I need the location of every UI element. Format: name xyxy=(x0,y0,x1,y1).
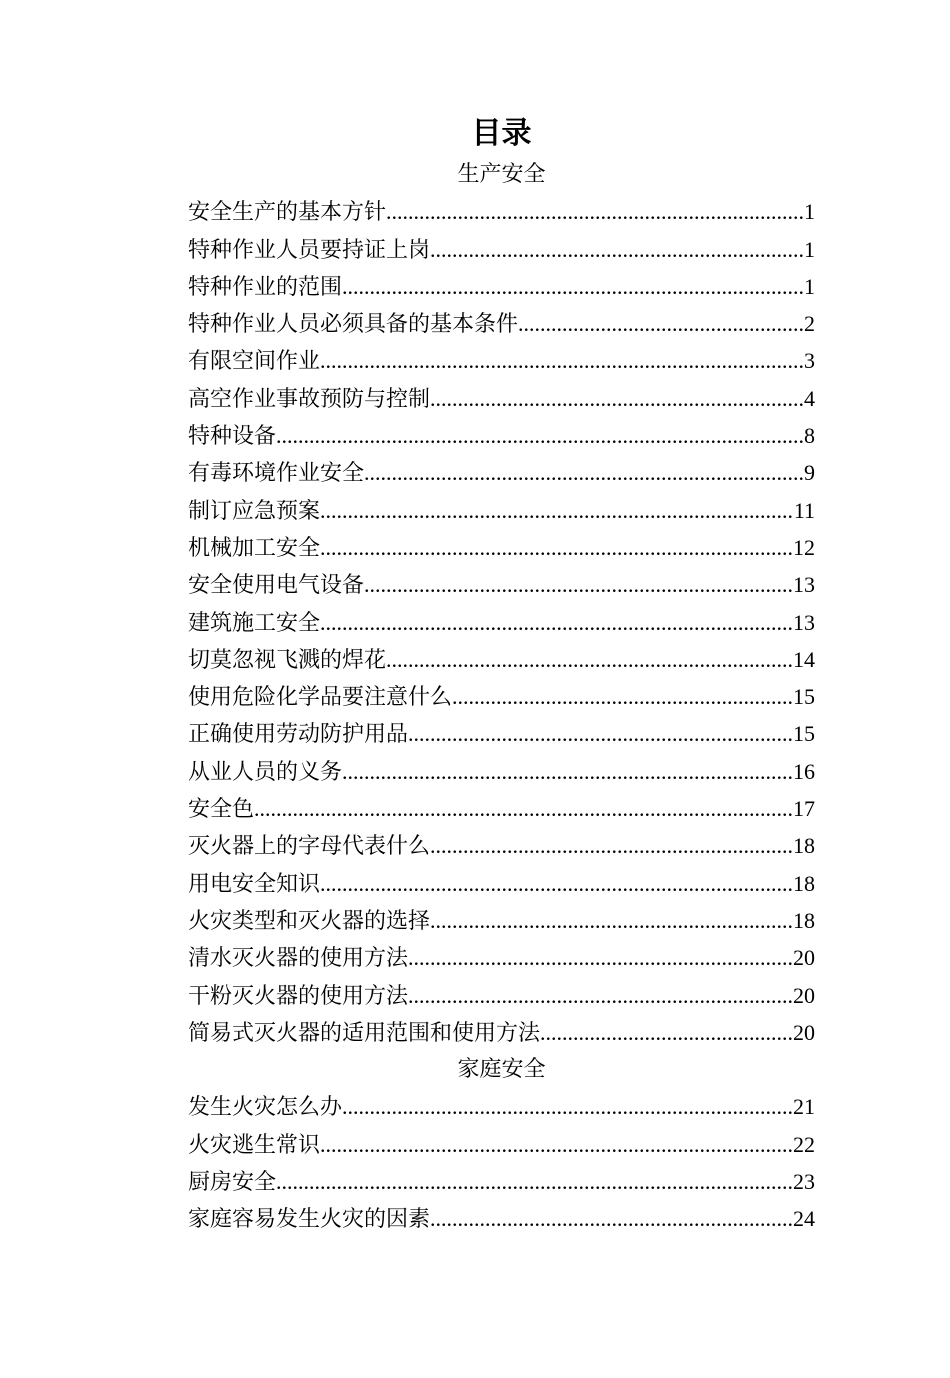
toc-entry-page-number: 12 xyxy=(793,534,815,560)
toc-entry[interactable] xyxy=(188,715,815,752)
toc-entry[interactable] xyxy=(188,417,815,454)
dot-leader xyxy=(408,977,793,1014)
toc-entry[interactable] xyxy=(188,753,815,790)
section-heading: 家庭安全 xyxy=(457,1057,546,1083)
toc-entry-label: 特种作业的范围 xyxy=(188,274,343,300)
dot-leader xyxy=(518,305,804,342)
toc-entry-label: 火灾逃生常识 xyxy=(188,1132,321,1158)
toc-entry-page-number: 11 xyxy=(793,497,815,523)
toc-entry[interactable] xyxy=(188,977,815,1014)
toc-entry[interactable] xyxy=(188,380,815,417)
toc-entry-page-number: 16 xyxy=(793,758,815,784)
toc-entry[interactable] xyxy=(188,865,815,902)
dot-leader xyxy=(254,790,793,827)
toc-body xyxy=(188,156,815,1238)
toc-entry-label: 切莫忽视飞溅的焊花 xyxy=(188,647,387,673)
toc-entry-label: 建筑施工安全 xyxy=(188,610,321,636)
toc-entry[interactable] xyxy=(188,492,815,529)
dot-leader xyxy=(364,566,793,603)
toc-entry[interactable] xyxy=(188,1200,815,1237)
dot-leader xyxy=(320,865,793,902)
table-of-contents xyxy=(188,112,815,1238)
toc-entry-page-number: 17 xyxy=(793,796,815,822)
toc-entry-label: 用电安全知识 xyxy=(188,871,321,897)
toc-entry[interactable] xyxy=(188,1014,815,1051)
toc-entry-page-number: 20 xyxy=(793,945,815,971)
toc-entry[interactable] xyxy=(188,529,815,566)
dot-leader xyxy=(408,939,793,976)
toc-entry-label: 灭火器上的字母代表什么 xyxy=(188,834,431,860)
toc-entry-page-number: 15 xyxy=(793,721,815,747)
toc-entry[interactable] xyxy=(188,641,815,678)
toc-entry-label: 有毒环境作业安全 xyxy=(188,461,365,487)
dot-leader xyxy=(320,529,793,566)
toc-entry-page-number: 8 xyxy=(804,423,815,449)
dot-leader xyxy=(342,268,804,305)
dot-leader xyxy=(430,827,793,864)
toc-entry-page-number: 22 xyxy=(793,1131,815,1157)
toc-entry[interactable] xyxy=(188,342,815,379)
toc-entry[interactable] xyxy=(188,566,815,603)
dot-leader xyxy=(408,715,793,752)
toc-entry-page-number: 9 xyxy=(804,460,815,486)
toc-entry-page-number: 18 xyxy=(793,870,815,896)
toc-entry-page-number: 1 xyxy=(804,236,815,262)
toc-entry-label: 安全生产的基本方针 xyxy=(188,200,387,226)
toc-entry-label: 特种设备 xyxy=(188,424,277,450)
dot-leader xyxy=(430,231,804,268)
toc-entry-label: 厨房安全 xyxy=(188,1170,277,1196)
toc-entry[interactable] xyxy=(188,193,815,230)
toc-entry[interactable] xyxy=(188,827,815,864)
dot-leader xyxy=(430,1200,793,1237)
dot-leader xyxy=(320,492,794,529)
toc-entry-label: 简易式灭火器的适用范围和使用方法 xyxy=(188,1020,541,1046)
dot-leader xyxy=(320,1126,793,1163)
toc-entry[interactable] xyxy=(188,305,815,342)
toc-entry-label: 机械加工安全 xyxy=(188,535,321,561)
dot-leader xyxy=(452,678,793,715)
dot-leader xyxy=(320,604,793,641)
page-title: 目录 xyxy=(471,116,532,151)
toc-entry-page-number: 20 xyxy=(793,1019,815,1045)
toc-entry[interactable] xyxy=(188,902,815,939)
toc-entry[interactable] xyxy=(188,604,815,641)
toc-entry-label: 干粉灭火器的使用方法 xyxy=(188,983,409,1009)
toc-entry-page-number: 4 xyxy=(804,385,815,411)
toc-entry-page-number: 1 xyxy=(804,199,815,225)
toc-entry-label: 高空作业事故预防与控制 xyxy=(188,386,431,412)
toc-entry-page-number: 18 xyxy=(793,833,815,859)
toc-entry-page-number: 15 xyxy=(793,684,815,710)
dot-leader xyxy=(540,1014,793,1051)
toc-entry-label: 特种作业人员要持证上岗 xyxy=(188,237,431,263)
toc-entry-label: 安全使用电气设备 xyxy=(188,573,365,599)
toc-entry-label: 从业人员的义务 xyxy=(188,759,343,785)
toc-entry-page-number: 1 xyxy=(804,273,815,299)
toc-entry[interactable] xyxy=(188,231,815,268)
toc-entry-page-number: 18 xyxy=(793,907,815,933)
toc-entry-page-number: 13 xyxy=(793,572,815,598)
toc-entry[interactable] xyxy=(188,1126,815,1163)
dot-leader xyxy=(320,342,804,379)
toc-entry-label: 安全色 xyxy=(188,797,255,823)
toc-entry[interactable] xyxy=(188,678,815,715)
dot-leader xyxy=(276,417,804,454)
toc-entry-page-number: 20 xyxy=(793,982,815,1008)
toc-entry-label: 发生火灾怎么办 xyxy=(188,1095,343,1121)
toc-entry-label: 有限空间作业 xyxy=(188,349,321,375)
toc-entry-page-number: 13 xyxy=(793,609,815,635)
toc-entry-label: 火灾类型和灭火器的选择 xyxy=(188,908,431,934)
toc-entry-label: 使用危险化学品要注意什么 xyxy=(188,685,453,711)
toc-entry-page-number: 14 xyxy=(793,646,815,672)
toc-entry[interactable] xyxy=(188,454,815,491)
toc-entry[interactable] xyxy=(188,939,815,976)
dot-leader xyxy=(386,641,793,678)
toc-entry-page-number: 24 xyxy=(793,1206,815,1232)
toc-entry-label: 清水灭火器的使用方法 xyxy=(188,946,409,972)
toc-entry-page-number: 21 xyxy=(793,1094,815,1120)
dot-leader xyxy=(364,454,804,491)
dot-leader xyxy=(342,1088,793,1125)
section-heading: 生产安全 xyxy=(457,162,546,187)
toc-entry-page-number: 3 xyxy=(804,348,815,374)
toc-entry[interactable] xyxy=(188,790,815,827)
dot-leader xyxy=(386,193,804,230)
toc-entry-page-number: 2 xyxy=(804,311,815,337)
toc-entry[interactable] xyxy=(188,1088,815,1125)
toc-entry-page-number: 23 xyxy=(793,1169,815,1195)
dot-leader xyxy=(342,753,793,790)
dot-leader xyxy=(430,902,793,939)
toc-entry-label: 制订应急预案 xyxy=(188,498,321,524)
dot-leader xyxy=(430,380,804,417)
toc-entry-label: 家庭容易发生火灾的因素 xyxy=(188,1207,431,1233)
toc-entry[interactable] xyxy=(188,268,815,305)
toc-entry-label: 正确使用劳动防护用品 xyxy=(188,722,409,748)
toc-entry[interactable] xyxy=(188,1163,815,1200)
dot-leader xyxy=(276,1163,793,1200)
toc-entry-label: 特种作业人员必须具备的基本条件 xyxy=(188,312,519,338)
